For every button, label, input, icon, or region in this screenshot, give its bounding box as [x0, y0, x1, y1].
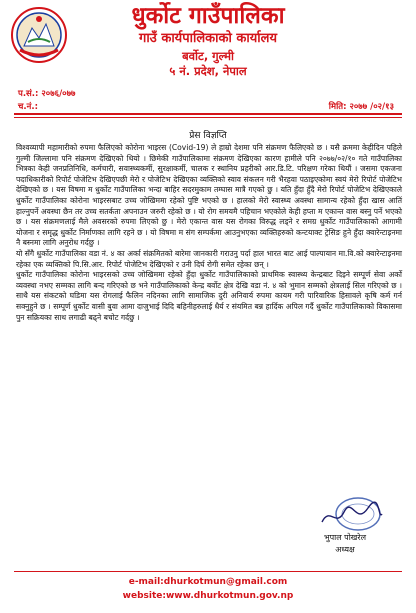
signer-name: भुपाल पोखरेल — [323, 533, 367, 542]
footer-divider — [14, 571, 402, 572]
signature-stamp-icon — [316, 496, 386, 536]
document-date: मिति: २०७७ /०२/१३ — [328, 102, 394, 112]
header-divider-thin — [14, 117, 402, 118]
dispatch-number: च.नं.: — [18, 102, 38, 112]
document-body — [16, 143, 402, 323]
office-address: बर्वोट, गुल्मी — [182, 49, 234, 63]
footer-website[interactable]: website:www.dhurkotmun.gov.np — [122, 591, 294, 601]
body-paragraph: धुर्कोट गाउँपालिका कोरोना भाइरसको उच्च जोखिममा रहेको हुँदा धुर्कोट गाउँपालिकाको प्राथमिक स्वास्थ्य केन्द्रबाट दिइने सम्पूर्ण सेवा अर्को व्यवस्था नभए सम्मका लागि बन्द गरिएको छ भने गाउँपालिकाको केन्द्र बर्वोट क्षेत्र देखि वडा नं. ४ को भुमान सम्मको क्षेत्रलाई सिल गरिएको छ । साथै यस संकटको घडिमा यस रोगलाई फैलिन नदिनका लागि सामाजिक दुरी अनिवार्य रुपमा कायम गरी पारिवारिक हिसावले कृषि कर्म गर्न सक्नुहुने छ । सम्पूर्ण धुर्कोट वासी बुवा आमा दाजुभाई दिदि बहिनीहरुलाई धैर्य र संयमित बन्न हार्दिक अपिल गर्दै धुर्कोट गाउँपालिकाको विकासमा पुन सक्रियका साथ लगाढी बढ्ने बचोट गर्दछु । — [16, 270, 402, 322]
footer-email[interactable]: e-mail:dhurkotmun@gmail.com — [128, 577, 288, 587]
office-name: गाउँ कार्यपालिकाको कार्यालय — [139, 31, 277, 46]
body-paragraph: यो सँगै धुर्कोट गाउँपालिका वडा नं. ४ का अर्का संक्रमितको बारेमा जानकारी गराउनु पर्दा हाल भारत बाट आई पाल्पायान मा.वि.को क्वारेन्टाइनमा रहेका एक व्यक्तिको पि.सि.आर. रिपोर्ट पोजेटिभ देखिएको र उनी दिर्घ रोगी समेत रहेका छन् । — [16, 248, 402, 269]
document-title: प्रेस विज्ञप्ति — [189, 131, 227, 141]
signer-title: अध्यक्ष — [335, 545, 355, 554]
body-paragraph: विश्वव्यापी महामारीको रुपमा फैलिएको कोरोना भाइरस (Covid-19) ले हाम्रो देशमा पनि संक्रमण फैलिएको छ । यसै क्रममा केहीदिन पहिले गुल्मी जिल्लामा पनि संक्रमण देखिएको थियो । छिमेकी गाउँपालिकामा संक्रमण देखिएका कारण हामीले पनि २०७७/०२/१० गते गाउँपालिका भित्रका केही जनप्रतिनिधि, कर्मचारी, सवास्थ्यकर्मी, सुरक्षाकर्मी, चालक र स्थानिय प्रहरीको आर.डि.टि. परिक्षण गरेका थियौं । जसमा एकजना पदाधिकारीको रिपोर्ट पोजेटिभ देखिएपछी मेरो र पोजेटिभ देखिएका व्यक्तिको स्वाव संकलन गरी भैरहवा पठाइएकोमा स्वयं मेरो रिपोर्ट पोजेटिभ देखिएको छ । यस विषमा म धुर्कोट गाउँपालिका भन्दा बाहिर सदरमुकाम तम्घास मात्रै गएको छु । यति हुँदा हुँदै मेरो रिपोर्ट पोजेटिभ देखिएकाले धुर्कोट गाउँपालिका कोरोना भाइरसबाट उच्च जोखिममा रहेको पुष्टि भएको छ । हालको मेरो स्वास्थ्य अवस्था सामान्य रहेको हुँदा खास आतिं हाल्नुपर्ने अवस्था छैन तर उच्च सतर्कता अपनाउन जरुरी रहेको छ । यो रोग समयमै पहिचान भएकोले केही हप्ता म एकान्त वास बस्नु पर्ने भएको छ । यस संक्रमणलाई मैले अवसरको रुपमा लिएको छु । मेरो एकान्त वास यस रोगका विरुद्ध लड्ने र समग्र धुर्कोट गाउँपालिकाको आगामी योजना र समृद्ध धुर्कोट निर्माणका लागि रहने छ । यो विषमा म संग सम्पर्कमा आउनुभएका व्यक्तिहरुको कन्टयाक्ट ट्रेसिङ हुने हुँदा क्वारेन्टाइनमा नै बस्नमा लागि अनुरोध गर्दछु । — [16, 143, 402, 248]
reference-number: प.सं.: २०७६/०७७ — [18, 89, 76, 99]
header-divider — [14, 113, 402, 115]
province-line: ५ नं. प्रदेश, नेपाल — [169, 64, 247, 78]
municipality-name: धुर्कोट गाउँपालिका — [131, 2, 285, 29]
